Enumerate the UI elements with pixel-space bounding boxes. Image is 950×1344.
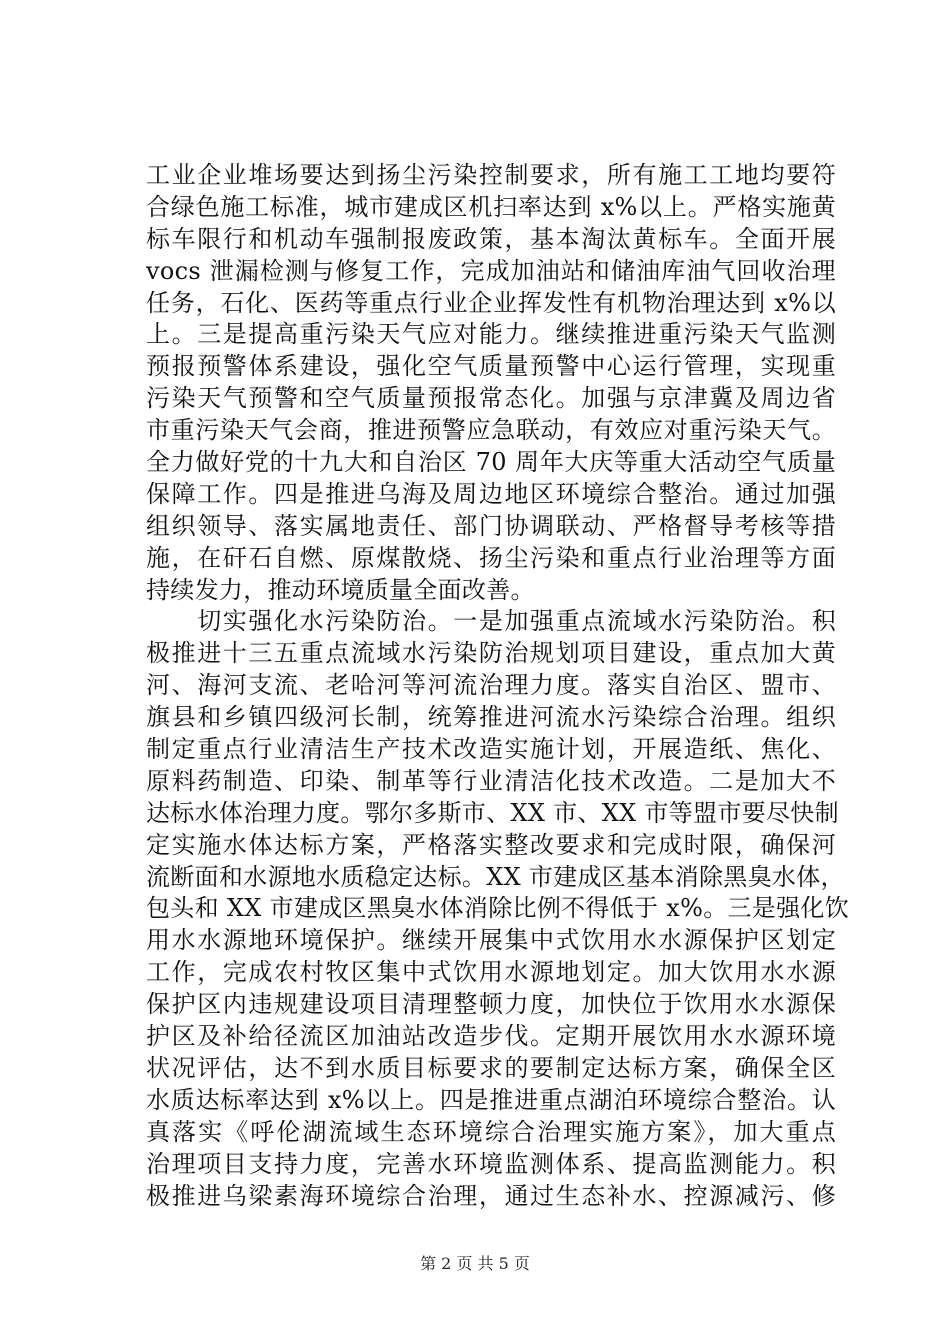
text-line: 真落实《呼伦湖流域生态环境综合治理实施方案》，加大重点 — [146, 1117, 836, 1146]
text-line: 极推进十三五重点流域水污染防治规划项目建设，重点加大黄 — [146, 639, 836, 668]
text-line: 全力做好党的十九大和自治区 70 周年大庆等重大活动空气质量 — [146, 448, 836, 477]
text-line: 定实施水体达标方案，严格落实整改要求和完成时限，确保河 — [146, 830, 836, 859]
text-line: 施，在矸石自燃、原煤散烧、扬尘污染和重点行业治理等方面 — [146, 543, 836, 572]
text-line: 任务，石化、医药等重点行业企业挥发性有机物治理达到 x%以 — [146, 288, 836, 317]
text-line: 持续发力，推动环境质量全面改善。 — [146, 575, 535, 604]
text-line: 合绿色施工标准，城市建成区机扫率达到 x%以上。严格实施黄 — [146, 192, 836, 221]
text-line: 极推进乌梁素海环境综合治理，通过生态补水、控源减污、修 — [146, 1181, 836, 1210]
text-line: 保护区内违规建设项目清理整顿力度，加快位于饮用水水源保 — [146, 990, 836, 1019]
text-line: 护区及补给径流区加油站改造步伐。定期开展饮用水水源环境 — [146, 1022, 836, 1051]
text-line: vocs 泄漏检测与修复工作，完成加油站和储油库油气回收治理 — [146, 256, 836, 285]
text-line: 切实强化水污染防治。一是加强重点流域水污染防治。积 — [146, 607, 836, 636]
text-line: 组织领导、落实属地责任、部门协调联动、严格督导考核等措 — [146, 511, 836, 540]
text-line: 水质达标率达到 x%以上。四是推进重点湖泊环境综合整治。认 — [146, 1085, 836, 1114]
body-text — [146, 160, 849, 1212]
text-line: 污染天气预警和空气质量预报常态化。加强与京津冀及周边省 — [146, 384, 836, 413]
text-line: 市重污染天气会商，推进预警应急联动，有效应对重污染天气。 — [146, 416, 836, 445]
text-line: 制定重点行业清洁生产技术改造实施计划，开展造纸、焦化、 — [146, 735, 836, 764]
text-line: 原料药制造、印染、制革等行业清洁化技术改造。二是加大不 — [146, 766, 836, 795]
text-line: 包头和 XX 市建成区黑臭水体消除比例不得低于 x%。三是强化饮 — [146, 894, 849, 923]
text-line: 工业企业堆场要达到扬尘污染控制要求，所有施工工地均要符 — [146, 161, 836, 189]
text-line: 河、海河支流、老哈河等河流治理力度。落实自治区、盟市、 — [146, 671, 836, 700]
page-footer: 第 2 页 共 5 页 — [420, 1254, 530, 1273]
text-line: 治理项目支持力度，完善水环境监测体系、提高监测能力。积 — [146, 1149, 836, 1178]
text-line: 标车限行和机动车强制报废政策，基本淘汰黄标车。全面开展 — [146, 224, 836, 253]
text-line: 达标水体治理力度。鄂尔多斯市、XX 市、XX 市等盟市要尽快制 — [146, 798, 839, 827]
text-line: 状况评估，达不到水质目标要求的要制定达标方案，确保全区 — [146, 1053, 836, 1082]
text-line: 上。三是提高重污染天气应对能力。继续推进重污染天气监测 — [146, 320, 836, 349]
text-line: 预报预警体系建设，强化空气质量预警中心运行管理，实现重 — [146, 352, 836, 381]
text-line: 流断面和水源地水质稳定达标。XX 市建成区基本消除黑臭水体， — [146, 862, 845, 891]
text-line: 旗县和乡镇四级河长制，统筹推进河流水污染综合治理。组织 — [146, 703, 836, 732]
text-line: 用水水源地环境保护。继续开展集中式饮用水水源保护区划定 — [146, 926, 836, 955]
text-line: 保障工作。四是推进乌海及周边地区环境综合整治。通过加强 — [146, 479, 836, 508]
text-line: 工作，完成农村牧区集中式饮用水源地划定。加大饮用水水源 — [146, 958, 836, 987]
